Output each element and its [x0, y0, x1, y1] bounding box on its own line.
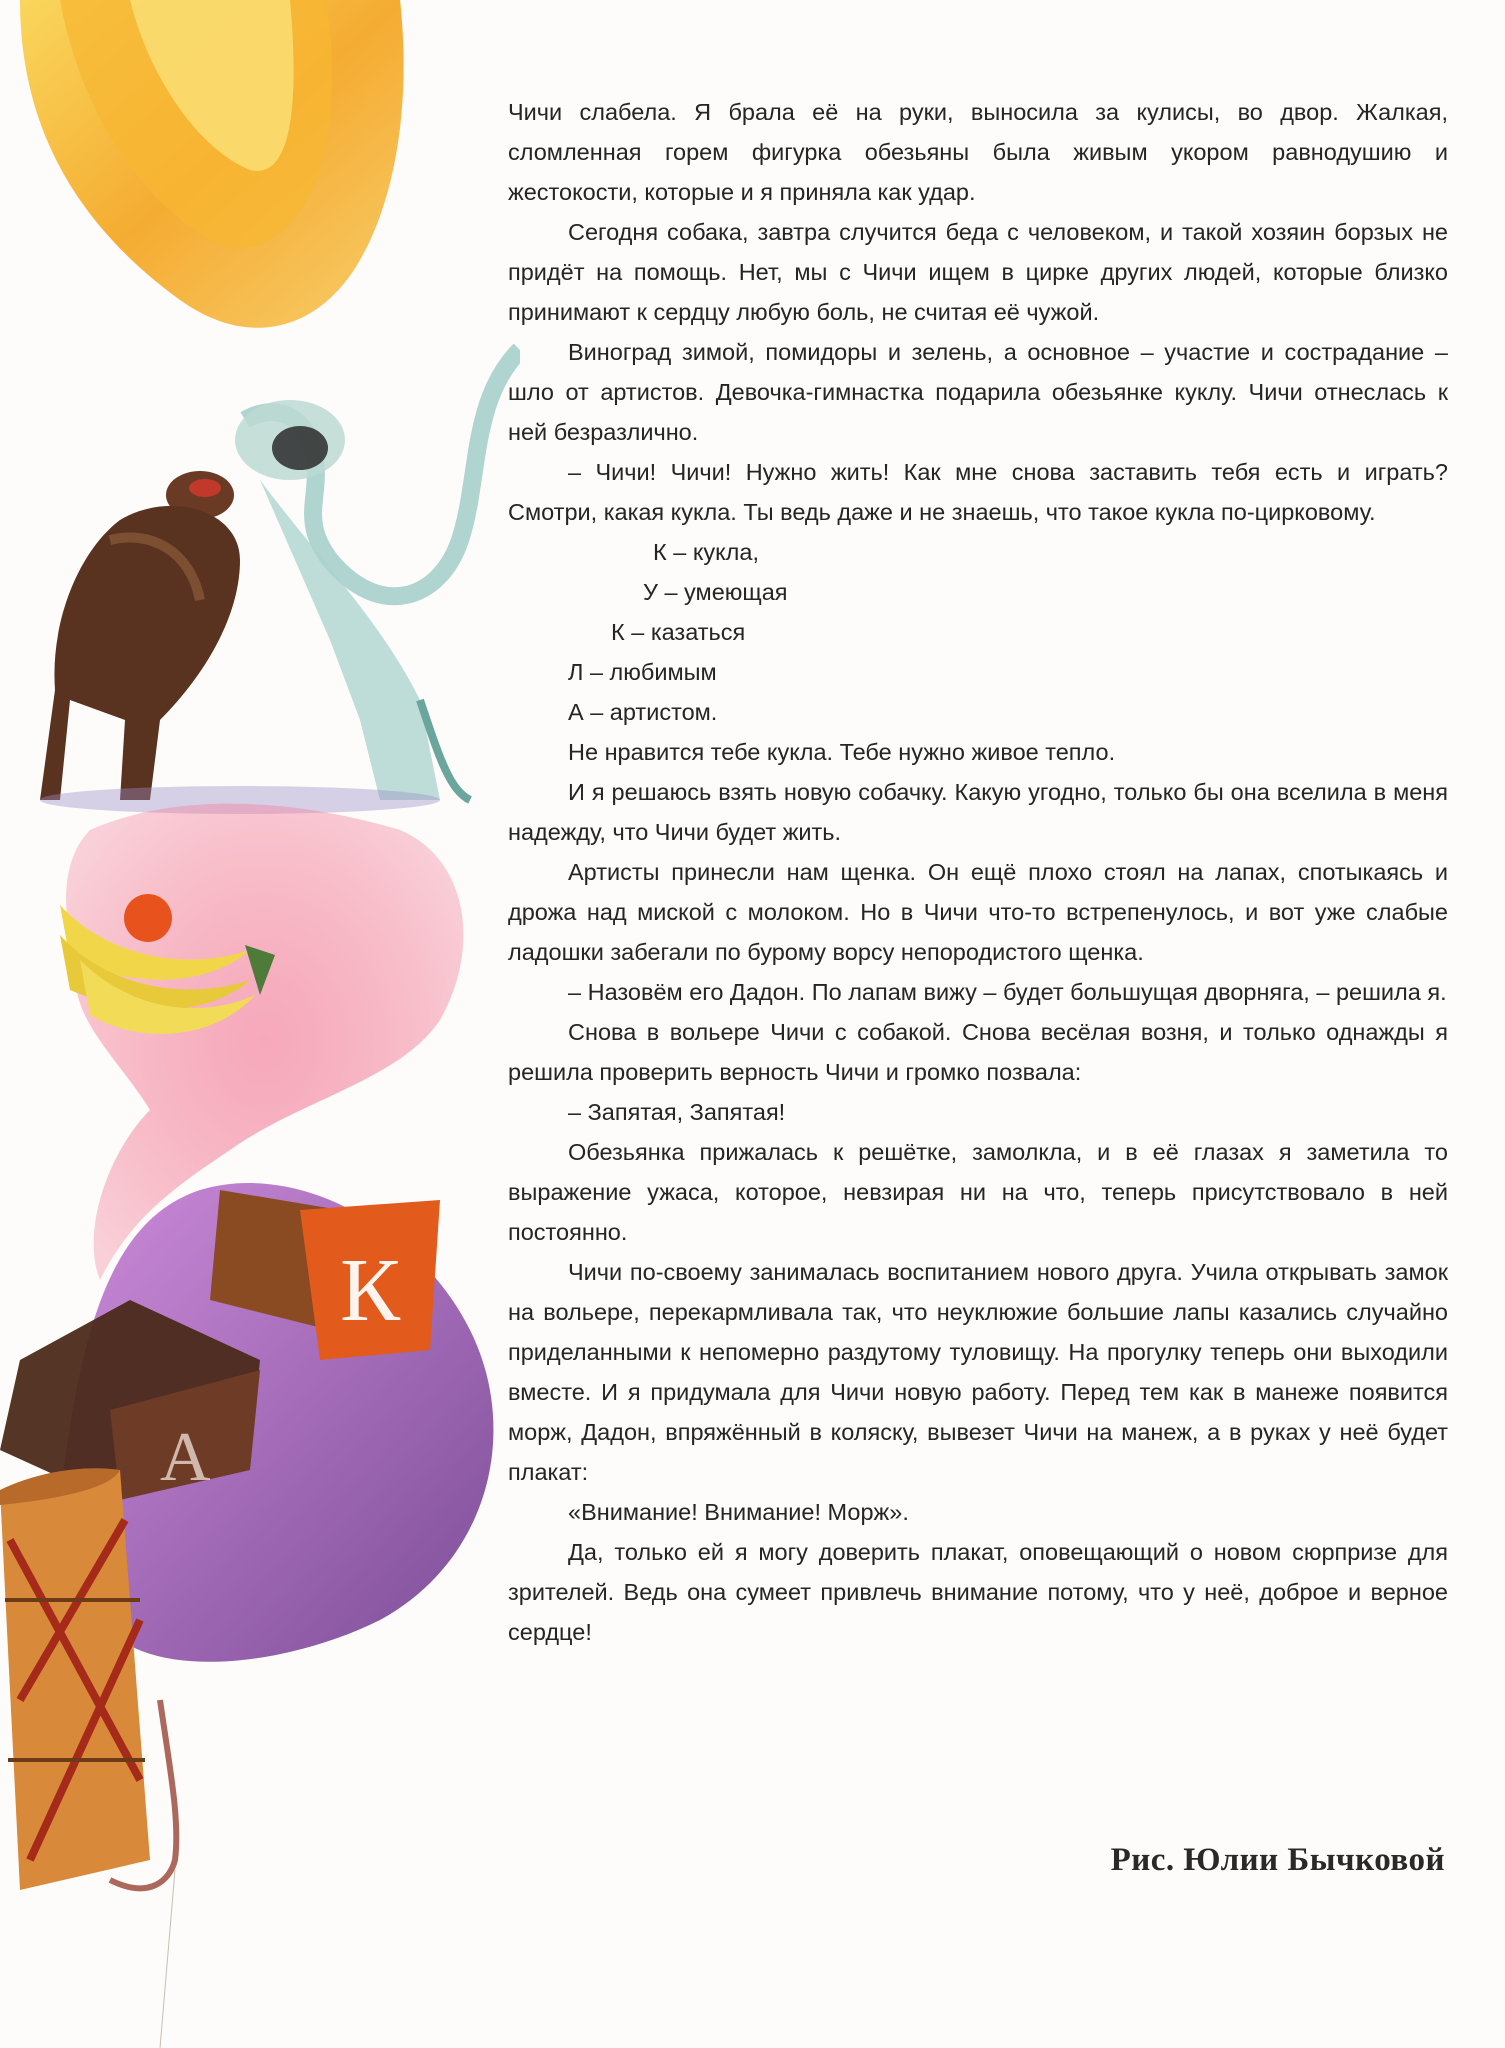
- paragraph: – Запятая, Запятая!: [568, 1099, 786, 1125]
- paragraph: Обезьянка прижалась к решётке, замолкла, и в её глазах я заметила то выражение ужаса, которое, невзирая ни на что, теперь присутствовало в ней постоянно.: [508, 1139, 1448, 1245]
- toy-blocks-illustration: [0, 1183, 493, 2048]
- paragraph: Чичи слабела. Я брала её на руки, выносила за кулисы, во двор. Жалкая, сломленная горем фигурка обезьяны была живым укором равнодушию и жестокости, которые и я приняла как удар.: [508, 99, 1448, 205]
- acrostic-line: А – артистом.: [568, 699, 718, 725]
- block-letter-k: К: [340, 1241, 401, 1340]
- paragraph: «Внимание! Внимание! Морж».: [568, 1499, 909, 1525]
- paragraph: – Назовём его Дадон. По лапам вижу – будет большущая дворняга, – решила я.: [568, 979, 1447, 1005]
- paragraph: Не нравится тебе кукла. Тебе нужно живое тепло.: [568, 739, 1116, 765]
- acrostic-line: Л – любимым: [568, 659, 717, 685]
- paragraph: Виноград зимой, помидоры и зелень, а основное – участие и сострадание – шло от артистов. Девочка-гимнастка подарила обезьянке куклу. Чичи отнеслась к ней безразлично.: [508, 339, 1448, 445]
- paragraph: Сегодня собака, завтра случится беда с человеком, и такой хозяин борзых не придёт на помощь. Нет, мы с Чичи ищем в цирке других людей, которые близко принимают к сердцу любую боль, не считая её чужой.: [508, 219, 1448, 325]
- illustrator-credit: Рис. Юлии Бычковой: [1110, 1842, 1445, 1878]
- watercolor-illustration: [0, 0, 520, 2048]
- acrostic-line: У – умеющая: [643, 579, 788, 605]
- paragraph: И я решаюсь взять новую собачку. Какую угодно, только бы она вселила в меня надежду, что Чичи будет жить.: [508, 779, 1448, 845]
- block-letter-a: А: [160, 1419, 211, 1496]
- story-text: [508, 92, 1448, 1652]
- paragraph: Снова в вольере Чичи с собакой. Снова весёлая возня, и только однажды я решила проверить верность Чичи и громко позвала:: [508, 1019, 1448, 1085]
- yellow-banner: [20, 0, 404, 328]
- acrostic-line: К – кукла,: [653, 539, 759, 565]
- acrostic-line: К – казаться: [611, 619, 746, 645]
- paragraph: Артисты принесли нам щенка. Он ещё плохо стоял на лапах, спотыкаясь и дрожа над миской с молоком. Но в Чичи что-то встрепенулось, и вот уже слабые ладошки забегали по бурому ворсу непородистого щенка.: [508, 859, 1448, 965]
- monkeys-illustration: [40, 350, 520, 814]
- paragraph: Да, только ей я могу доверить плакат, оповещающий о новом сюрпризе для зрителей. Ведь она сумеет привлечь внимание потому, что у неё, доброе и верное сердце!: [508, 1539, 1448, 1645]
- paragraph: – Чичи! Чичи! Нужно жить! Как мне снова заставить тебя есть и играть? Смотри, какая кукла. Ты ведь даже и не знаешь, что такое кукла по-цирковому.: [508, 459, 1448, 525]
- paragraph: Чичи по-своему занималась воспитанием нового друга. Учила открывать замок на вольере, перекармливала так, что неуклюжие большие лапы казались случайно приделанными к непомерно раздутому туловищу. На прогулку теперь они выходили вместе. И я придумала для Чичи новую работу. Перед тем как в манеже появится морж, Дадон, впряжённый в коляску, вывезет Чичи на манеж, а в руках у неё будет плакат:: [508, 1259, 1448, 1485]
